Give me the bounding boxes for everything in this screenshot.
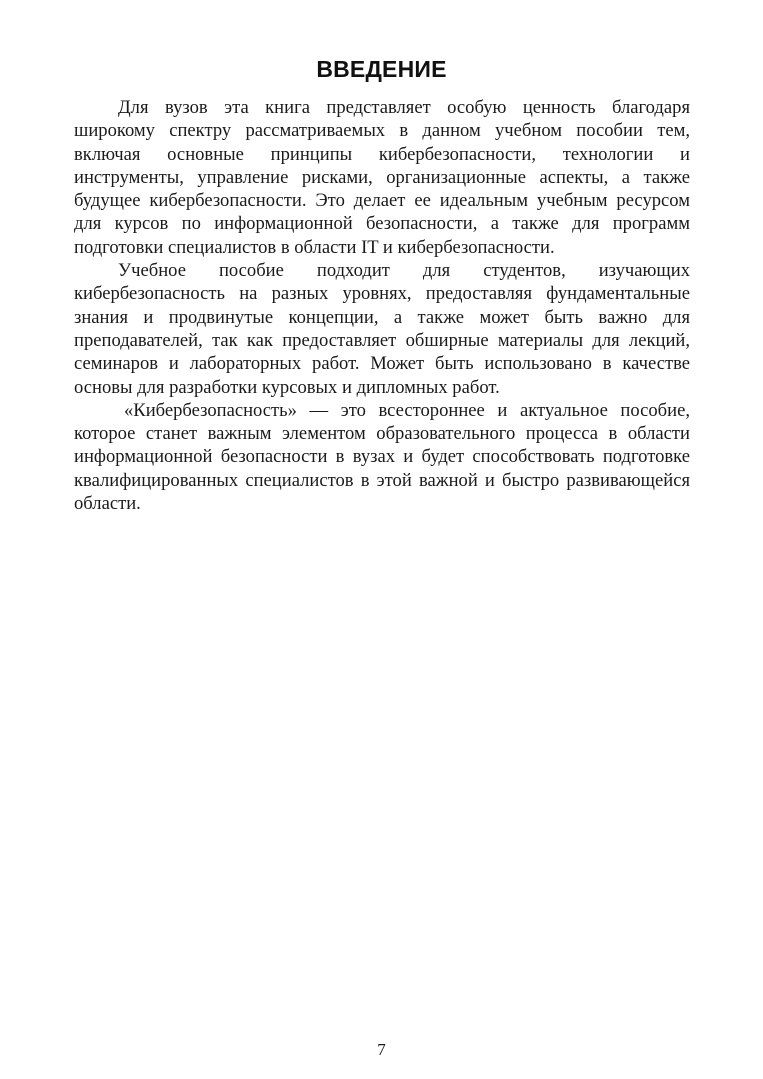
section-heading: ВВЕДЕНИЕ (316, 56, 447, 82)
paragraph-2: Учебное пособие подходит для студентов, изучающих кибербезопасность на разных уровнях, предоставляя фундаментальные знания и продвинутые концепции, а также может быть важно для преподавателей, так как предоставляет обширные материалы для лекций, семинаров и лабораторных работ. Может быть использовано в качестве основы для разработки курсовых и дипломных работ. (74, 260, 690, 398)
body-text (74, 96, 690, 515)
paragraph-3: «Кибербезопасность» — это всестороннее и актуальное пособие, которое станет важным элементом образовательного процесса в области информационной безопасности в вузах и будет способствовать подготовке квалифицированных специалистов в этой важной и быстро развивающейся области. (74, 399, 690, 515)
page-number: 7 (377, 1040, 386, 1059)
paragraph-1: Для вузов эта книга представляет особую ценность благодаря широкому спектру рассматриваемых в данном учебном пособии тем, включая основные принципы кибербезопасности, технологии и инструменты, управление рисками, организационные аспекты, а также будущее кибербезопасности. Это делает ее идеальным учебным ресурсом для курсов по информационной безопасности, а также для программ подготовки специалистов в области IT и кибербезопасности. (74, 97, 690, 258)
